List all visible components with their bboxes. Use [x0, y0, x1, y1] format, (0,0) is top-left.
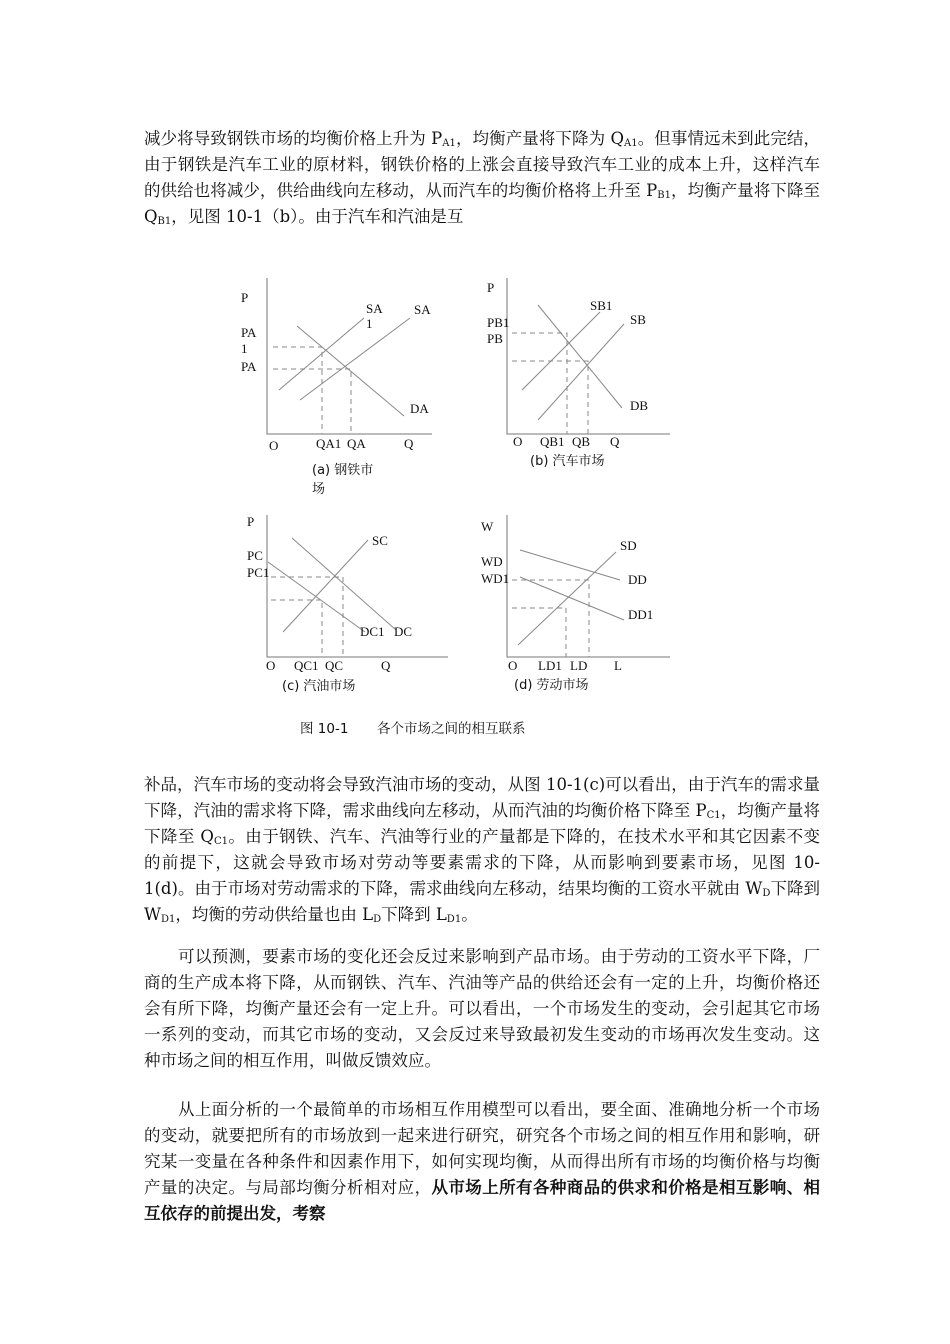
- figure-number: 图 10-1: [300, 721, 349, 737]
- panel-b-guide-pb: [512, 361, 588, 434]
- text: ，均衡产量将下降为 Q: [455, 129, 625, 148]
- subscript: A1: [624, 138, 638, 149]
- panel-c-demand-dc1: [268, 562, 365, 632]
- text: ，均衡产量将下降至 Q: [144, 181, 820, 226]
- panel-a-steel-market: [241, 278, 432, 497]
- panel-a-caption-cont: 场: [312, 482, 326, 497]
- panel-c-axes: [267, 515, 448, 657]
- panel-d-demand-dd: [520, 550, 620, 580]
- panel-b-label-qb1: QB1: [540, 434, 565, 449]
- subscript: B1: [157, 216, 172, 227]
- subscript: A1: [442, 138, 456, 149]
- panel-c-supply-sc: [283, 540, 368, 632]
- panel-d-guide-wd: [512, 580, 589, 657]
- panel-c-axis-q: Q: [381, 658, 391, 673]
- paragraph-2: [144, 772, 820, 928]
- panel-a-axis-q: Q: [404, 436, 414, 451]
- panel-d-origin: O: [508, 658, 518, 673]
- panel-d-label-ld1: LD1: [538, 658, 562, 673]
- panel-d-label-wd1: WD1: [481, 571, 510, 586]
- panel-c-demand-dc: [292, 538, 396, 630]
- subscript: B1: [657, 190, 671, 201]
- panel-c-label-dc: DC: [394, 624, 413, 639]
- panel-a-label-sa1-sub: 1: [366, 316, 373, 331]
- panel-b-car-market: [487, 278, 670, 469]
- text: 减少将导致钢铁市场的均衡价格上升为 P: [144, 129, 443, 148]
- text: ，均衡产量将下降至 Q: [144, 801, 820, 846]
- figure-caption: 各个市场之间的相互联系: [377, 721, 526, 737]
- panel-b-label-pb: PB: [487, 331, 503, 346]
- panel-c-label-dc1: DC1: [360, 624, 385, 639]
- panel-b-axis-p: P: [487, 280, 495, 295]
- panel-c-label-sc: SC: [372, 533, 388, 548]
- panel-d-guide-wd1: [512, 608, 566, 657]
- panel-c-origin: O: [266, 658, 276, 673]
- text: 补品，汽车市场的变动将会导致汽油市场的变动，从图 10-1(c)可以看出，由于汽车的需求量下降，汽油的需求将下降，需求曲线向左移动，从而汽油的均衡价格下降至 P: [144, 775, 820, 820]
- panel-a-label-sa1: SA: [366, 301, 383, 316]
- subscript: D: [373, 914, 382, 925]
- panel-d-supply-sd: [518, 552, 616, 645]
- panel-d-labor-market: [481, 515, 670, 693]
- panel-c-label-qc: QC: [325, 658, 344, 673]
- panel-b-label-qb: QB: [572, 434, 591, 449]
- paragraph-3: 可以预测，要素市场的变化还会反过来影响到产品市场。由于劳动的工资水平下降，厂商的生产成本将下降，从而钢铁、汽车、汽油等产品的供给还会有一定的上升，均衡价格还会有所下降，均衡产量还会有一定上升。可以看出，一个市场发生的变动，会引起其它市场一系列的变动，而其它市场的变动，又会反过来导致最初发生变动的市场再次发生变动。这种市场之间的相互作用，叫做反馈效应。: [144, 947, 820, 1070]
- subscript: D: [762, 888, 771, 899]
- panel-b-demand-db: [538, 305, 622, 408]
- panel-a-supply-sa: [300, 318, 410, 400]
- text: 下降到 W: [144, 879, 821, 924]
- panel-b-origin: O: [513, 434, 523, 449]
- text: 从上面分析的一个最简单的市场相互作用模型可以看出，要全面、准确地分析一个市场的变动，就要把所有的市场放到一起来进行研究，研究各个市场之间的相互作用和影响，研究某一变量在各种条件和因素作用下，如何实现均衡，从而得出所有市场的均衡价格与均衡产量的决定。与局部均衡分析相对应，: [144, 1100, 820, 1197]
- panel-d-caption: (d) 劳动市场: [514, 678, 589, 693]
- paragraph-4: [144, 1097, 820, 1227]
- panel-c-label-pc: PC: [247, 548, 263, 563]
- panel-d-label-dd: DD: [628, 572, 647, 587]
- panel-a-label-sa: SA: [414, 302, 431, 317]
- text: 。由于钢铁、汽车、汽油等行业的产量都是下降的，在技术水平和其它因素不变的前提下，这就会导致市场对劳动等要素需求的下降，从而影响到要素市场，见图 10-1(d)。由于市场对劳动需求的下降，需求曲线向左移动，结果均衡的工资水平就由 W: [144, 827, 820, 898]
- panel-c-axis-p: P: [247, 514, 255, 529]
- panel-a-axis-p: P: [241, 290, 249, 305]
- text: ，见图 10-1（b）。由于汽车和汽油是互: [171, 207, 464, 226]
- panel-d-demand-dd1: [520, 577, 624, 620]
- panel-d-label-dd1: DD1: [628, 607, 654, 622]
- bold-text: 从市场上所有各种商品的供求和价格是相互影响、相互依存的前提出发，考察: [144, 1178, 821, 1223]
- panel-d-label-ld: LD: [570, 658, 588, 673]
- panel-a-origin: O: [269, 438, 279, 453]
- panel-c-guide-pc1: [271, 600, 322, 657]
- panel-a-label-pa: PA: [241, 359, 257, 374]
- panel-b-label-db: DB: [630, 398, 649, 413]
- text: 。但事情远未到此完结，由于钢铁是汽车工业的原材料，钢铁价格的上涨会直接导致汽车工业的成本上升，这样汽车的供给也将减少，供给曲线向左移动，从而汽车的均衡价格将上升至 P: [144, 129, 820, 200]
- figure-title: [300, 717, 526, 737]
- panel-a-label-qa: QA: [347, 436, 366, 451]
- subscript: D1: [160, 914, 176, 925]
- panel-c-label-qc1: QC1: [294, 658, 319, 673]
- panel-a-guide-pa: [273, 369, 351, 434]
- text: ，均衡的劳动供给量也由 L: [175, 905, 374, 924]
- panel-a-label-pa1-sub: 1: [241, 341, 248, 356]
- subscript: C1: [213, 836, 228, 847]
- panel-d-label-wd: WD: [481, 554, 503, 569]
- subscript: C1: [706, 810, 721, 821]
- panel-a-label-qa1: QA1: [316, 436, 342, 451]
- panel-c-caption: (c) 汽油市场: [282, 679, 356, 694]
- panel-c-guide-pc: [271, 577, 343, 657]
- panel-d-axis-w: W: [481, 519, 494, 534]
- panel-c-label-pc1: PC1: [247, 565, 270, 580]
- panel-b-axis-q: Q: [610, 434, 620, 449]
- panel-b-label-sb1: SB1: [590, 298, 613, 313]
- panel-a-caption: (a) 钢铁市: [312, 463, 374, 478]
- panel-a-axes: [267, 278, 432, 434]
- text: 下降到 L: [381, 905, 447, 924]
- subscript: D1: [446, 914, 462, 925]
- panel-c-gasoline-market: [247, 514, 448, 694]
- panel-b-label-pb1: PB1: [487, 315, 510, 330]
- panel-b-label-sb: SB: [630, 312, 646, 327]
- panel-b-supply-sb: [538, 324, 624, 420]
- panel-a-label-da: DA: [410, 401, 429, 416]
- panel-d-axis-l: L: [614, 658, 622, 673]
- panel-a-label-pa1: PA: [241, 325, 257, 340]
- panel-b-caption: (b) 汽车市场: [530, 454, 605, 469]
- panel-d-label-sd: SD: [620, 538, 637, 553]
- text: 。: [461, 905, 478, 924]
